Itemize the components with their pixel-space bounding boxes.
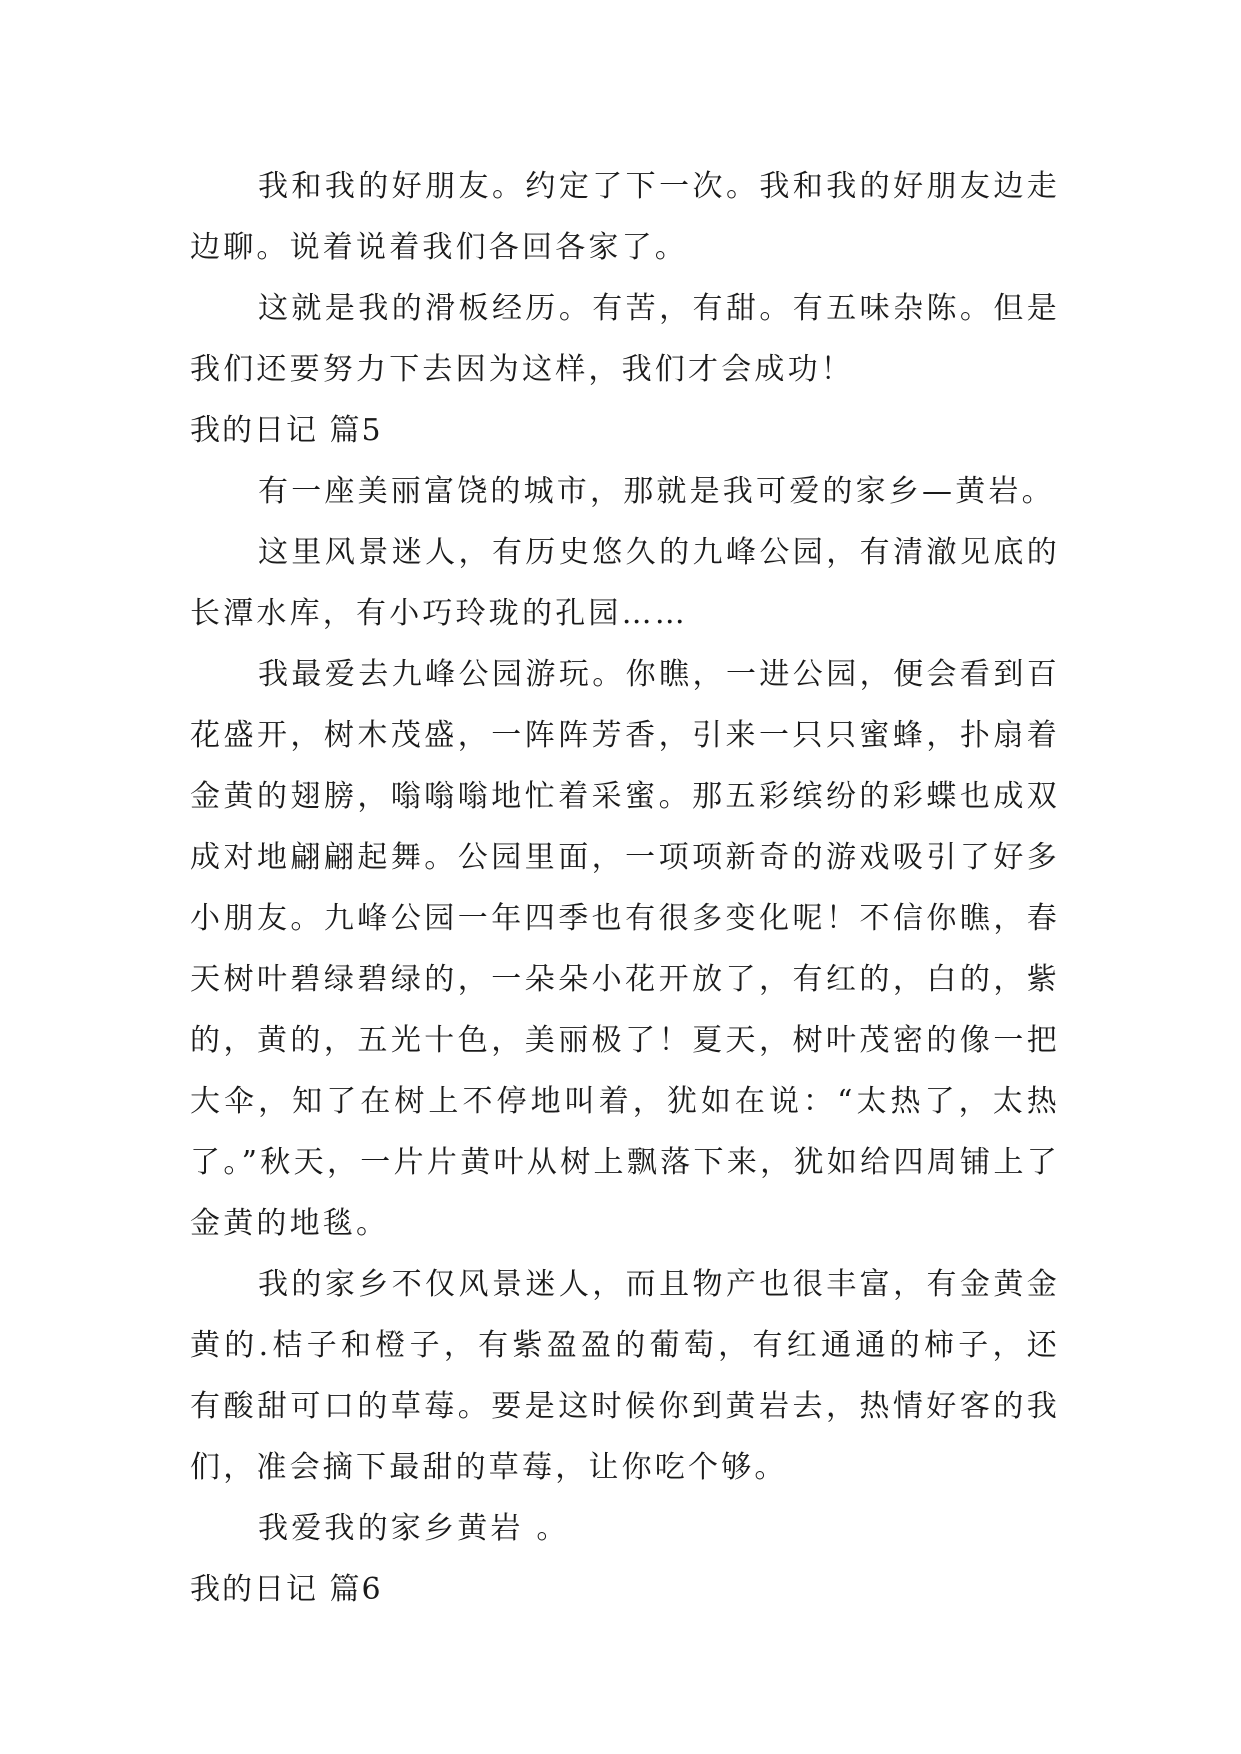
- paragraph: 有一座美丽富饶的城市，那就是我可爱的家乡—黄岩。: [258, 474, 1055, 509]
- section-heading: 我的日记 篇5: [190, 413, 383, 448]
- paragraph: 我和我的好朋友。约定了下一次。我和我的好朋友边走边聊。说着说着我们各回各家了。: [190, 169, 1060, 265]
- paragraph: 这就是我的滑板经历。有苦，有甜。有五味杂陈。但是我们还要努力下去因为这样，我们才会成功！: [190, 291, 1060, 387]
- paragraph: 我最爱去九峰公园游玩。你瞧，一进公园，便会看到百花盛开，树木茂盛，一阵阵芳香，引来一只只蜜蜂，扑扇着金黄的翅膀，嗡嗡嗡地忙着采蜜。那五彩缤纷的彩蝶也成双成对地翩翩起舞。公园里面，一项项新奇的游戏吸引了好多小朋友。九峰公园一年四季也有很多变化呢！不信你瞧，春天树叶碧绿碧绿的，一朵朵小花开放了，有红的，白的，紫的，黄的，五光十色，美丽极了！夏天，树叶茂密的像一把大伞，知了在树上不停地叫着，犹如在说：“太热了，太热了。”秋天，一片片黄叶从树上飘落下来，犹如给四周铺上了金黄的地毯。: [190, 657, 1060, 1241]
- paragraph: 我的家乡不仅风景迷人，而且物产也很丰富，有金黄金黄的.桔子和橙子，有紫盈盈的葡萄，有红通通的柿子，还有酸甜可口的草莓。要是这时候你到黄岩去，热情好客的我们，准会摘下最甜的草莓，让你吃个够。: [190, 1267, 1060, 1485]
- paragraph: 我爱我的家乡黄岩 。: [258, 1511, 570, 1546]
- paragraph: 这里风景迷人，有历史悠久的九峰公园，有清澈见底的长潭水库，有小巧玲珑的孔园……: [190, 535, 1060, 631]
- section-heading: 我的日记 篇6: [190, 1572, 383, 1607]
- document-body: [190, 156, 1060, 1620]
